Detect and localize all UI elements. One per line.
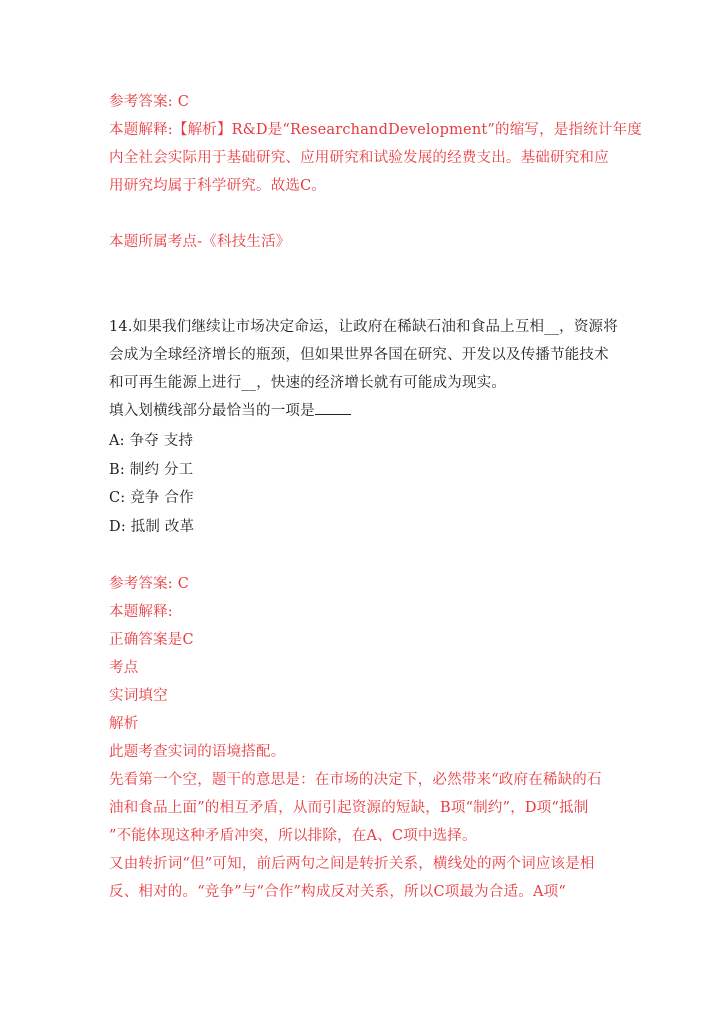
q14-prompt-text: 填入划横线部分最恰当的一项是 [109,403,315,419]
q14-option-d: D: 抵制 改革 [109,519,195,535]
q14-prompt [109,402,629,420]
q14-option-c: C: 竞争 合作 [109,490,194,506]
answer-blank [315,402,351,415]
q14-question-line-3: 和可再生能源上进行__，快速的经济增长就有可能成为现实。 [109,375,507,391]
q14-answer: 参考答案: C [109,576,189,592]
q14-option-a: A: 争夺 支持 [109,433,194,449]
q14-analysis-line-5: 又由转折词“但”可知，前后两句之间是转折关系，横线处的两个词应该是相 [109,856,595,872]
q13-explanation-line-3: 用研究均属于科学研究。故选C。 [109,178,327,194]
q14-question-line-1: 14.如果我们继续让市场决定命运，让政府在稀缺石油和食品上互相__，资源将 [109,319,618,335]
q14-kaodian: 实词填空 [109,688,168,704]
q13-answer: 参考答案: C [109,94,189,110]
q14-explanation-label: 本题解释: [109,604,173,620]
q13-explanation-line-2: 内全社会实际用于基础研究、应用研究和试验发展的经费支出。基础研究和应 [109,150,609,166]
q14-option-b: B: 制约 分工 [109,462,194,478]
q13-topic: 本题所属考点-《科技生活》 [109,234,291,250]
q14-analysis-line-3: 油和食品上面”的相互矛盾，从而引起资源的短缺，B项“制约”，D项“抵制 [109,800,589,816]
q14-question-line-2: 会成为全球经济增长的瓶颈，但如果世界各国在研究、开发以及传播节能技术 [109,347,609,363]
q13-explanation-line-1: 本题解释:【解析】R&D是“ResearchandDevelopment”的缩写，是指统计年度 [109,122,643,138]
q14-kaodian-label: 考点 [109,660,139,676]
q14-analysis-line-4: ”不能体现这种矛盾冲突，所以排除，在A、C项中选择。 [109,828,477,844]
q14-correct-answer: 正确答案是C [109,632,194,648]
q14-analysis-line-2: 先看第一个空，题干的意思是：在市场的决定下，必然带来“政府在稀缺的石 [109,772,602,788]
q14-jiexi-label: 解析 [109,716,139,732]
q14-analysis-line-1: 此题考查实词的语境搭配。 [109,744,286,760]
q14-analysis-line-6: 反、相对的。“竞争”与“合作”构成反对关系，所以C项最为合适。A项“ [109,884,566,900]
